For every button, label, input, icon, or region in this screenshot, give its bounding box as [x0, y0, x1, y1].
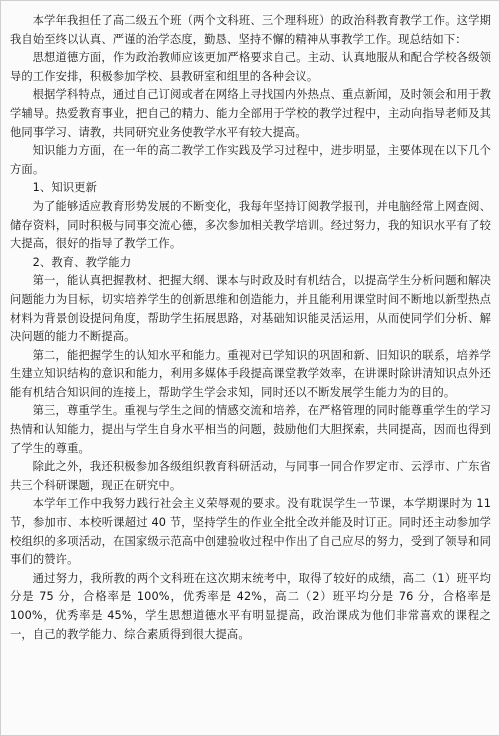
moral-paragraph: 思想道德方面，作为政治教师应该更加严格要求自己。主动、认真地服从和配合学校各级领导的工作安排，积极参加学校、县教研室和组里的各种会议。 — [10, 51, 491, 83]
third-point-paragraph: 第三，尊重学生。重视与学生之间的情感交流和培养，在严格管理的同时能尊重学生的学习热情和认知能力，提出与学生自身水平相当的问题，鼓励他们大胆探索，共同提高，因而也得到了学生的尊重。 — [10, 404, 491, 455]
intro-paragraph: 本学年我担任了高二级五个班（两个文科班、三个理科班）的政治科教育教学工作。这学期我自始至终以认真、严谨的治学态度，勤恳、坚持不懈的精神从事教学工作。现总结如下： — [10, 14, 491, 46]
document-body — [10, 12, 491, 644]
knowledge-update-paragraph: 为了能够适应教育形势发展的不断变化，我每年坚持订阅教学报刊，并电脑经常上网查阅、储存资料，同时积极与同事交流心德，多次参加相关教学培训。经过努力，我的知识水平有了较大提高，很好的指导了教学工作。 — [10, 199, 491, 251]
first-point-paragraph: 第一，能认真把握教材、把握大纲、课本与时政及时有机结合，以提高学生分析问题和解决问题能力为目标，切实培养学生的创新思维和创造能力，并且能利用课堂时间不断地以新型热点材料为背景创设提问角度，帮助学生拓展思路，对基础知识能灵活运用，从而使同学们分析、解决问题的能力不断提高。 — [10, 274, 491, 344]
results-paragraph: 通过努力，我所教的两个文科班在这次期末统考中，取得了较好的成绩，高二（1）班平均分是 75 分，合格率是 100%，优秀率是 42%，高二（2）班平均分是 76 分，合格率是 100%，优秀率是 45%，学生思想道德水平有明显提高，政治课成为他们非常喜欢的课程之一，自己的教学能力、综合素质得到很大提高。 — [10, 571, 491, 641]
workload-paragraph: 本学年工作中我努力践行社会主义荣辱观的要求。没有耽误学生一节课，本学期课时为 11 节，参加市、本校听课超过 40 节，坚持学生的作业全批全改并能及时订正。同时还主动参加学校组织的多项活动，在国家级示范高中创建验收过程中作出了自己应尽的努力，受到了领导和同事们的赞许。 — [10, 497, 491, 567]
second-point-paragraph: 第二，能把握学生的认知水平和能力。重视对已学知识的巩固和新、旧知识的联系，培养学生建立知识结构的意识和能力，利用多媒体手段提高课堂教学效率，在讲课时除讲清知识点外还能有机结合知识间的连接上，帮助学生学会求知，同时还以不断发展学生能力为的目的。 — [10, 348, 491, 399]
research-paragraph: 除此之外，我还积极参加各级组织教育科研活动，与同事一同合作罗定市、云浮市、广东省共三个科研课题，现正在研究中。 — [10, 460, 491, 492]
subject-paragraph: 根据学科特点，通过自己订阅或者在网络上寻找国内外热点、重点新闻，及时领会和用于教学辅导。热爱教育事业，把自己的精力、能力全部用于学校的教学过程中，主动向指导老师及其他同事学习、请教，共同研究业务使教学水平有较大提高。 — [10, 88, 491, 139]
section-heading-knowledge-update: 1、知识更新 — [32, 181, 97, 195]
knowledge-ability-paragraph: 知识能力方面，在一年的高二教学工作实践及学习过程中，进步明显，主要体现在以下几个方面。 — [10, 144, 491, 176]
section-heading-teaching-ability: 2、教育、教学能力 — [32, 255, 132, 269]
